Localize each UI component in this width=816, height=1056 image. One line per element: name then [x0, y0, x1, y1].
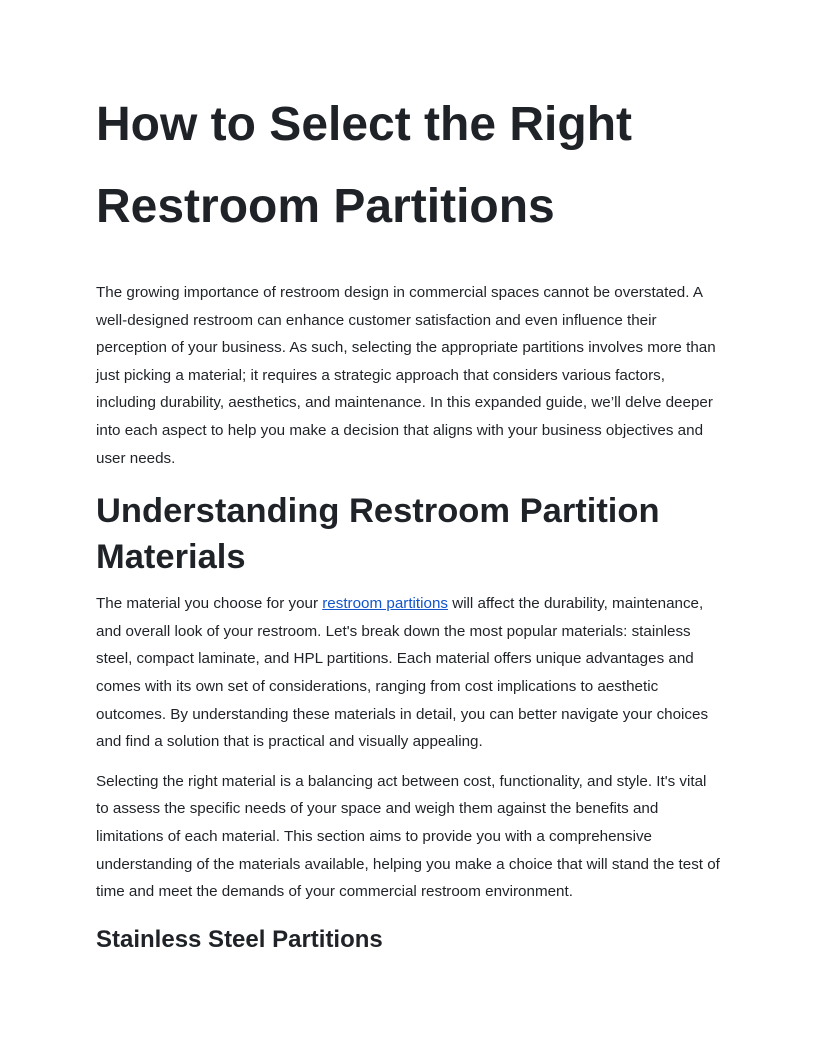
intro-paragraph: The growing importance of restroom design in commercial spaces cannot be overstated. A well-designed restroom can enhance customer satisfaction and even influence their perception of your business. As such, selecting the appropriate partitions involves more than just picking a material; it requires a strategic approach that considers various factors, including durability, aesthetics, and maintenance. In this expanded guide, we’ll delve deeper into each aspect to help you make a decision that aligns with your business objectives and user needs.	[96, 284, 716, 467]
restroom-partitions-link[interactable]: restroom partitions	[322, 595, 448, 613]
section-paragraph-1	[96, 590, 720, 756]
document-page	[96, 84, 720, 957]
section-paragraph-2: Selecting the right material is a balancing act between cost, functionality, and style. It's vital to assess the specific needs of your space and weigh them against the benefits and limitations of each material. This section aims to provide you with a comprehensive understanding of the materials available, helping you make a choice that will stand the test of time and meet the demands of your commercial restroom environment.	[96, 772, 720, 901]
page-title: How to Select the Right Restroom Partitions	[96, 98, 633, 233]
paragraph-text: The material you choose for your	[96, 595, 323, 613]
paragraph-text: will affect the durability, maintenance, and overall look of your restroom. Let's break down the most popular materials: stainless steel, compact laminate, and HPL partitions. Each material offers unique advantages and comes with its own set of considerations, ranging from cost implications to aesthetic outcomes. By understanding these materials in detail, you can better navigate your choices and find a solution that is practical and visually appealing.	[96, 595, 709, 751]
subsection-heading: Stainless Steel Partitions	[96, 925, 383, 953]
section-heading: Understanding Restroom Partition Materials	[96, 492, 660, 577]
